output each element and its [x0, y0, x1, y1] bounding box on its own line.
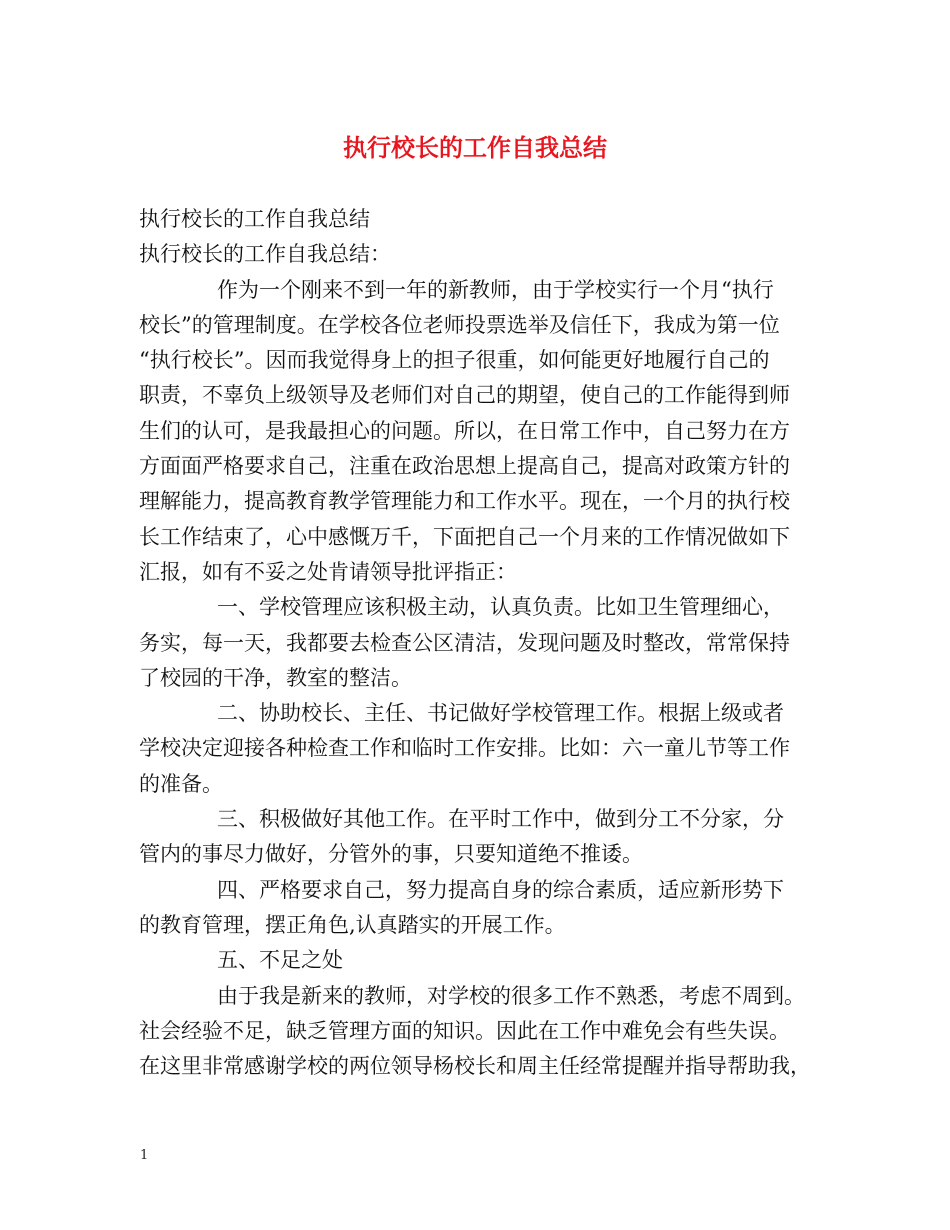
text-line: 理解能力，提高教育教学管理能力和工作水平。现在，一个月的执行校	[139, 489, 790, 514]
text-line: 务实，每一天，我都要去检查公区清洁，发现问题及时整改，常常保持	[139, 630, 790, 655]
text-line: 五、不足之处	[217, 948, 343, 973]
text-line: 生们的认可，是我最担心的问题。所以，在日常工作中，自己努力在方	[139, 418, 790, 443]
text-line: 汇报，如有不妥之处肯请领导批评指正：	[139, 559, 517, 584]
text-line: “执行校长”。因而我觉得身上的担子很重，如何能更好地履行自己的	[139, 348, 770, 373]
document-body	[139, 202, 819, 1084]
text-line: 方面面严格要求自己，注重在政治思想上提高自己，提高对政策方针的	[139, 454, 790, 479]
text-line: 学校决定迎接各种检查工作和临时工作安排。比如：六一童儿节等工作	[139, 736, 790, 761]
text-line: 执行校长的工作自我总结：	[139, 242, 391, 267]
text-line: 执行校长的工作自我总结	[139, 207, 370, 231]
text-line: 校长”的管理制度。在学校各位老师投票选举及信任下，我成为第一位	[139, 312, 780, 337]
text-line: 的教育管理，摆正角色,认真踏实的开展工作。	[139, 912, 566, 937]
text-line: 了校园的干净，教室的整洁。	[139, 665, 412, 690]
text-line: 职责，不辜负上级领导及老师们对自己的期望，使自己的工作能得到师	[139, 383, 790, 408]
text-line: 的准备。	[139, 771, 223, 796]
text-line: 一、学校管理应该积极主动，认真负责。比如卫生管理细心，	[217, 595, 784, 620]
text-line: 二、协助校长、主任、书记做好学校管理工作。根据上级或者	[217, 701, 784, 726]
text-line: 在这里非常感谢学校的两位领导杨校长和周主任经常提醒并指导帮助我，	[139, 1054, 811, 1079]
text-line: 三、积极做好其他工作。在平时工作中，做到分工不分家，分	[217, 807, 784, 832]
text-line: 由于我是新来的教师，对学校的很多工作不熟悉，考虑不周到。	[217, 983, 805, 1008]
text-line: 四、严格要求自己，努力提高自身的综合素质，适应新形势下	[217, 877, 784, 902]
page-title: 执行校长的工作自我总结	[343, 133, 607, 162]
text-line: 管内的事尽力做好，分管外的事，只要知道绝不推诿。	[139, 842, 643, 867]
text-line: 社会经验不足，缺乏管理方面的知识。因此在工作中难免会有些失误。	[139, 1018, 790, 1043]
text-line: 作为一个刚来不到一年的新教师，由于学校实行一个月“执行	[217, 277, 774, 302]
text-line: 长工作结束了，心中感慨万千，下面把自己一个月来的工作情况做如下	[139, 524, 790, 549]
page-number: 1	[140, 1148, 149, 1163]
